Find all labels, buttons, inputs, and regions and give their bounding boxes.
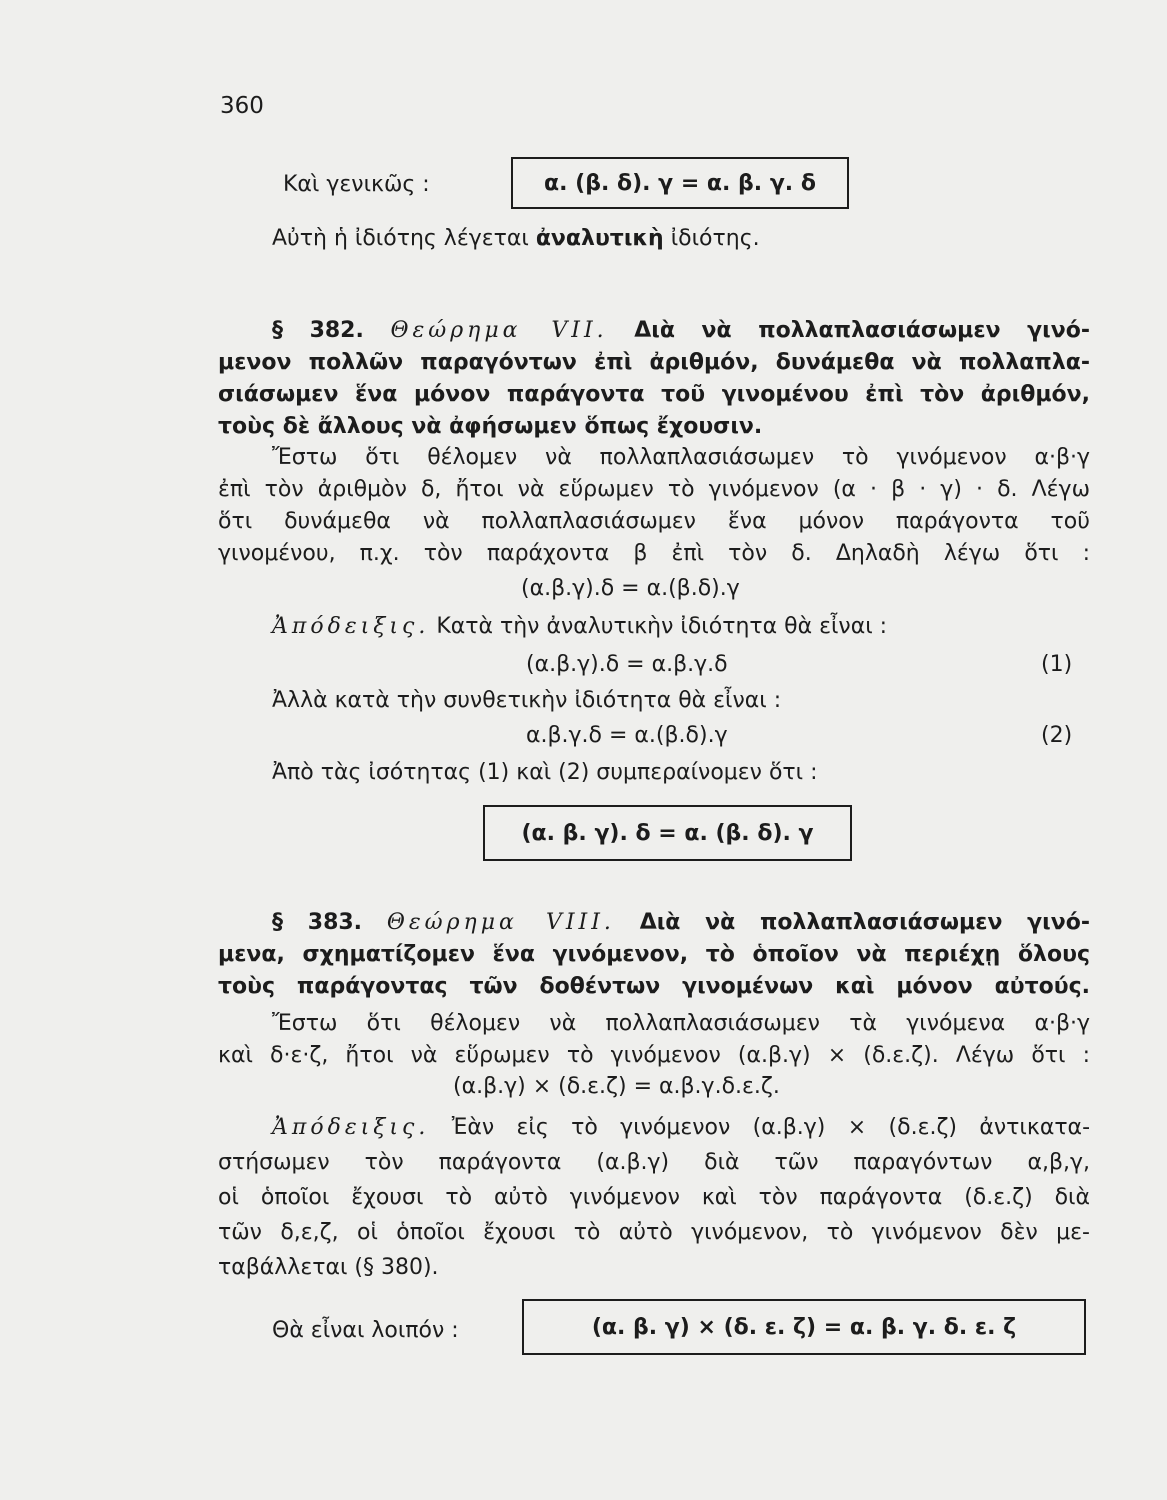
- s382-claim: (α.β.γ).δ = α.(β.δ).γ: [521, 576, 740, 601]
- s383-final-label: Θὰ εἶναι λοιπόν :: [272, 1318, 459, 1343]
- s382-body-line: Ἔστω ὅτι θέλομεν νὰ πολλαπλασιάσωμεν τὸ γινόμενον α·β·γ: [272, 445, 1090, 470]
- s382-eq1-number: (1): [1041, 652, 1073, 677]
- s382-body-line: γινομένου, π.χ. τὸν παράχοντα β ἐπὶ τὸν δ. Δηλαδὴ λέγω ὅτι :: [218, 541, 1090, 566]
- s382-statement-line: μενον πολλῶν παραγόντων ἐπὶ ἀριθμόν, δυνάμεθα νὰ πολλαπλα-: [218, 350, 1090, 375]
- s383-theorem-label: Θεώρημα VIII.: [386, 910, 615, 935]
- s382-boxed-result: (α. β. γ). δ = α. (β. δ). γ: [483, 805, 852, 861]
- s382-body-line: ὅτι δυνάμεθα νὰ πολλαπλασιάσωμεν ἕνα μόνον παράγοντα τοῦ: [218, 509, 1090, 534]
- s382-proof-intro: [272, 614, 887, 639]
- s382-eq2: α.β.γ.δ = α.(β.δ).γ: [526, 723, 728, 748]
- intro-boxed-formula: α. (β. δ). γ = α. β. γ. δ: [511, 157, 849, 209]
- s382-synth-line: Ἀλλὰ κατὰ τὴν συνθετικὴν ἰδιότητα θὰ εἶναι :: [272, 688, 782, 713]
- s383-proof-line: ταβάλλεται (§ 380).: [218, 1255, 439, 1280]
- s382-proof-label: Ἀπόδειξις.: [272, 614, 430, 639]
- s383-boxed-final: (α. β. γ) × (δ. ε. ζ) = α. β. γ. δ. ε. ζ: [522, 1299, 1086, 1355]
- s383-proof-line: Ἐὰν εἰς τὸ γινόμενον (α.β.γ) × (δ.ε.ζ) ἀντικατα-: [451, 1115, 1091, 1140]
- s382-conclusion-line: Ἀπὸ τὰς ἰσότητας (1) καὶ (2) συμπεραίνομεν ὅτι :: [272, 760, 818, 785]
- s383-proof-line: τῶν δ,ε,ζ, οἱ ὁποῖοι ἔχουσι τὸ αὐτὸ γινόμενον, τὸ γινόμενον δὲν με-: [218, 1220, 1090, 1245]
- intro-sentence-bold: ἀναλυτικὴ: [535, 226, 664, 251]
- s383-claim: (α.β.γ) × (δ.ε.ζ) = α.β.γ.δ.ε.ζ.: [453, 1074, 780, 1099]
- intro-sentence-start: Αὐτὴ ἡ ἰδιότης λέγεται: [272, 226, 536, 251]
- s382-proof-line: Κατὰ τὴν ἀναλυτικὴν ἰδιότητα θὰ εἶναι :: [436, 614, 888, 639]
- s383-proof-label: Ἀπόδειξις.: [272, 1115, 430, 1140]
- s382-body-line: ἐπὶ τὸν ἀριθμὸν δ, ἤτοι νὰ εὕρωμεν τὸ γινόμενον (α · β · γ) · δ. Λέγω: [218, 477, 1090, 502]
- s382-number: § 382.: [272, 318, 364, 343]
- s383-statement-line: Διὰ νὰ πολλαπλασιάσωμεν γινό-: [639, 910, 1090, 935]
- s383-number: § 383.: [272, 910, 363, 935]
- s382-eq1: (α.β.γ).δ = α.β.γ.δ: [526, 652, 728, 677]
- s382-eq2-number: (2): [1041, 723, 1073, 748]
- s383-heading: [272, 906, 1090, 939]
- s382-theorem-label: Θεώρημα VII.: [390, 318, 608, 343]
- s383-proof-line: στήσωμεν τὸν παράγοντα (α.β.γ) διὰ τῶν παραγόντων α,β,γ,: [218, 1150, 1090, 1175]
- intro-label: Καὶ γενικῶς :: [283, 172, 430, 197]
- s383-proof-first-line: [272, 1111, 1090, 1144]
- intro-sentence: [272, 226, 760, 251]
- s382-statement-line: τοὺς δὲ ἄλλους νὰ ἀφήσωμεν ὅπως ἔχουσιν.: [218, 414, 763, 439]
- s382-heading: [272, 314, 1090, 347]
- s382-statement-line: σιάσωμεν ἕνα μόνον παράγοντα τοῦ γινομένου ἐπὶ τὸν ἀριθμόν,: [218, 382, 1090, 407]
- s383-body-line: Ἔστω ὅτι θέλομεν νὰ πολλαπλασιάσωμεν τὰ γινόμενα α·β·γ: [272, 1011, 1090, 1036]
- s383-statement-line: τοὺς παράγοντας τῶν δοθέντων γινομένων καὶ μόνον αὐτούς.: [218, 974, 1090, 999]
- s382-statement-line: Διὰ νὰ πολλαπλασιάσωμεν γινό-: [634, 318, 1090, 343]
- s383-body-line: καὶ δ·ε·ζ, ἤτοι νὰ εὕρωμεν τὸ γινόμενον (α.β.γ) × (δ.ε.ζ). Λέγω ὅτι :: [218, 1043, 1090, 1068]
- s383-proof-line: οἱ ὁποῖοι ἔχουσι τὸ αὐτὸ γινόμενον καὶ τὸν παράγοντα (δ.ε.ζ) διὰ: [218, 1185, 1090, 1210]
- page-number: 360: [220, 93, 264, 119]
- s383-statement-line: μενα, σχηματίζομεν ἕνα γινόμενον, τὸ ὁποῖον νὰ περιέχῃ ὅλους: [218, 942, 1090, 967]
- intro-sentence-end: ἰδιότης.: [663, 226, 760, 251]
